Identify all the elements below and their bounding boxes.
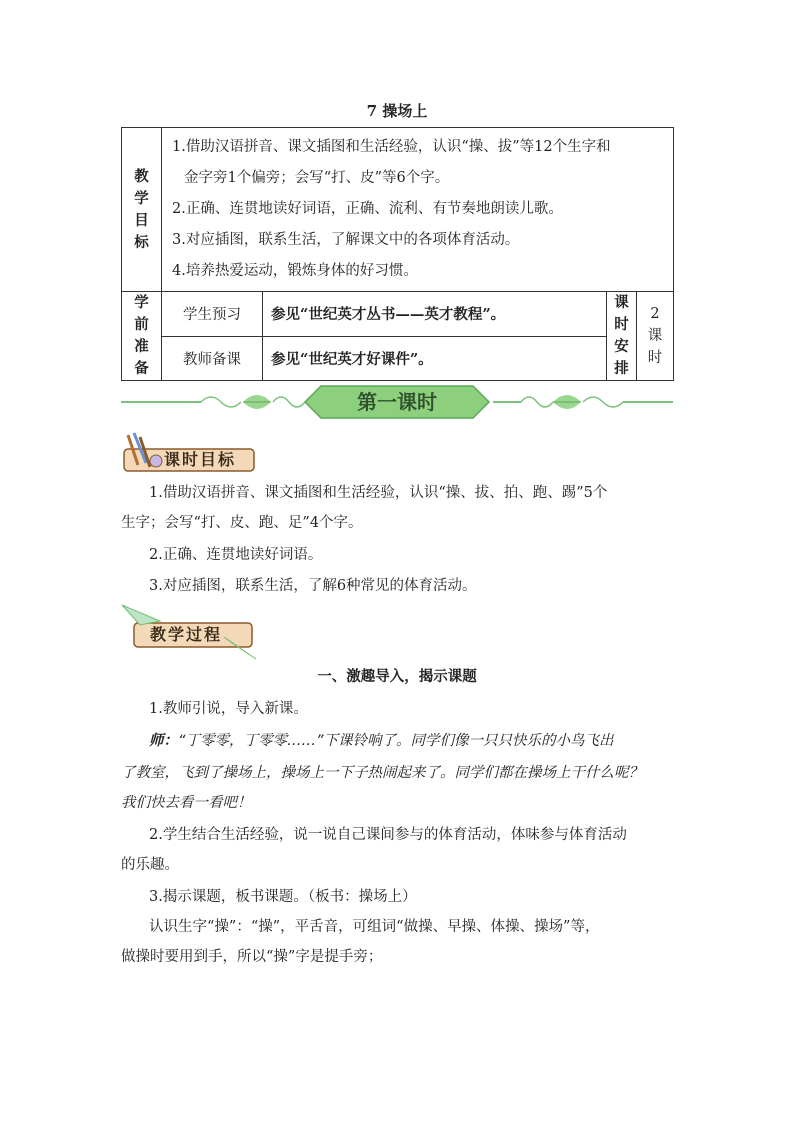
char-note-line1: 认识生字“操”：“操”，平舌音，可组词“做操、早操、体操、操场”等， <box>149 919 600 935</box>
goals-cell <box>162 128 674 292</box>
process-badge-text: 教学过程 <box>150 625 223 644</box>
step-2-line1: 2.学生结合生活经验，说一说自己课间参与的体育活动，体味参与体育活动 <box>149 827 627 843</box>
lesson-plan-table <box>121 127 674 381</box>
schedule-label: 课 时 安 排 <box>607 292 637 381</box>
teacher-prep-label: 教师备课 <box>162 336 263 381</box>
objectives-badge <box>120 431 260 475</box>
teacher-label: 师： <box>149 733 178 749</box>
teacher-line-3: 我们快去看一看吧！ <box>121 795 252 811</box>
step-3: 3.揭示课题，板书课题。（板书：操场上） <box>149 889 417 905</box>
step-1: 1.教师引说，导入新课。 <box>149 701 308 717</box>
process-badge <box>120 603 260 661</box>
schedule-value: 2 课 时 <box>637 292 674 381</box>
goal-item: 2.正确、连贯地读好词语，正确、流利、有节奏地朗读儿歌。 <box>172 201 563 217</box>
step-2-line2: 的乐趣。 <box>121 857 179 873</box>
goal-item: 3.对应插图，联系生活，了解课文中的各项体育活动。 <box>172 232 520 248</box>
goal-item: 金字旁1个偏旁；会写“打、皮”等6个字。 <box>184 170 450 186</box>
student-preview-text: 参见“世纪英才丛书——英才教程”。 <box>263 292 607 337</box>
objective-2: 2.正确、连贯地读好词语。 <box>149 547 323 563</box>
objective-1-line1: 1.借助汉语拼音、课文插图和生活经验，认识“操、拔、拍、跑、踢”5个 <box>149 485 608 501</box>
prep-label: 学 前 准 备 <box>122 292 162 381</box>
objectives-badge-text: 课时目标 <box>164 450 237 469</box>
section-heading: 一、激趣导入，揭示课题 <box>317 668 477 685</box>
lesson-title: 7 操场上 <box>366 102 428 120</box>
objective-3: 3.对应插图，联系生活，了解6种常见的体育活动。 <box>149 578 477 594</box>
teacher-prep-text: 参见“世纪英才好课件”。 <box>263 336 607 381</box>
banner-text: 第一课时 <box>357 390 437 414</box>
char-note-line2: 做操时要用到手，所以“操”字是提手旁； <box>121 949 383 965</box>
lesson-banner <box>121 382 673 422</box>
teacher-line-2: 了教室，飞到了操场上，操场上一下子热闹起来了。同学们都在操场上干什么呢？ <box>121 765 643 781</box>
goal-item: 4.培养热爱运动，锻炼身体的好习惯。 <box>172 263 418 279</box>
student-preview-label: 学生预习 <box>162 292 263 337</box>
objective-1-line2: 生字；会写“打、皮、跑、足”4个字。 <box>121 515 363 531</box>
goal-item: 1.借助汉语拼音、课文插图和生活经验，认识“操、拔”等12个生字和 <box>172 139 611 155</box>
teacher-line-1: 师：“丁零零，丁零零……”下课铃响了。同学们像一只只快乐的小鸟飞出 <box>149 733 614 749</box>
goals-label: 教 学 目 标 <box>122 128 162 292</box>
